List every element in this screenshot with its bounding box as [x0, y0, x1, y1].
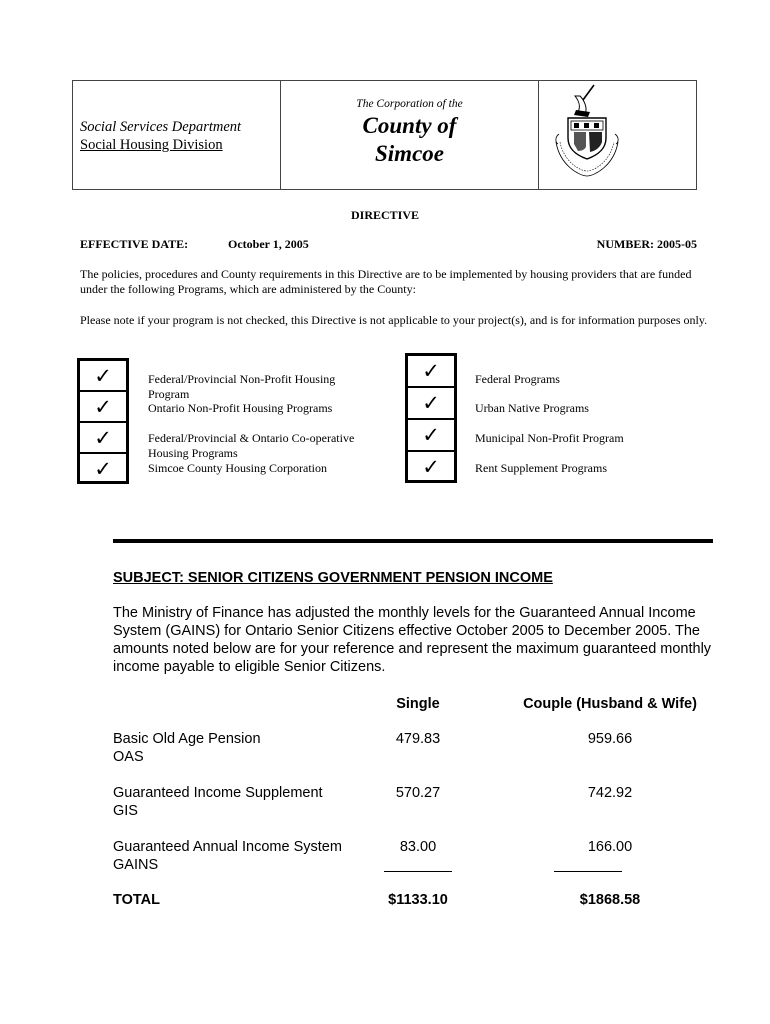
effective-date-value: October 1, 2005 [228, 237, 309, 251]
program-label: Federal Programs [475, 372, 560, 386]
sum-rule-couple [554, 871, 622, 872]
program-label: Simcoe County Housing Corporation [148, 461, 327, 475]
total-couple: $1868.58 [579, 892, 641, 908]
program-label: Federal/Provincial Non-Profit Housing Program [148, 372, 336, 401]
row-label: Guaranteed Income Supplement [113, 785, 323, 801]
department-name: Social Services Department [80, 119, 242, 135]
total-single: $1133.10 [388, 892, 448, 908]
program-checkbox-group-left [77, 358, 129, 484]
county-name [281, 112, 538, 168]
checkbox-rent-supplement[interactable]: ✓ [422, 455, 440, 479]
section-divider [113, 539, 713, 543]
county-seal-icon [550, 82, 626, 182]
value-single: 570.27 [395, 785, 441, 801]
notice-paragraph: Please note if your program is not checked, this Directive is not applicable to your project(s), and is for information purposes only. [80, 313, 708, 327]
sum-rule-single [384, 871, 452, 872]
program-label: Federal/Provincial & Ontario Co-operative Housing Programs [148, 431, 355, 460]
subject-title: SUBJECT: SENIOR CITIZENS GOVERNMENT PENSION INCOME [113, 570, 553, 586]
column-header-single: Single [396, 696, 440, 712]
header-divider [538, 80, 539, 190]
checkbox-federal-provincial-non-profit[interactable]: ✓ [94, 364, 112, 388]
directive-title: DIRECTIVE [350, 208, 419, 222]
program-label: Urban Native Programs [475, 401, 589, 415]
effective-date-label: EFFECTIVE DATE: [80, 237, 189, 251]
county-name-line1: County of [362, 113, 457, 138]
row-sublabel: OAS [113, 749, 144, 765]
row-label: Guaranteed Annual Income System [113, 839, 342, 855]
column-header-couple: Couple (Husband & Wife) [523, 696, 697, 712]
row-sublabel: GAINS [113, 857, 159, 873]
program-checkbox-group-right [405, 353, 457, 483]
program-label: Rent Supplement Programs [475, 461, 607, 475]
checkbox-federal-programs[interactable]: ✓ [422, 359, 440, 383]
checkbox-urban-native[interactable]: ✓ [422, 391, 440, 415]
checkbox-ontario-non-profit[interactable]: ✓ [94, 395, 112, 419]
total-label: TOTAL [113, 892, 160, 908]
value-couple: 742.92 [587, 785, 633, 801]
table-row [113, 730, 261, 766]
program-label: Ontario Non-Profit Housing Programs [148, 401, 333, 415]
directive-number: NUMBER: 2005-05 [596, 237, 697, 251]
program-label: Municipal Non-Profit Program [475, 431, 624, 445]
value-couple: 959.66 [587, 731, 633, 747]
checkbox-municipal-non-profit[interactable]: ✓ [422, 423, 440, 447]
division-name: Social Housing Division [80, 137, 223, 153]
value-single: 83.00 [399, 839, 437, 855]
county-name-line2: Simcoe [375, 141, 444, 166]
value-couple: 166.00 [587, 839, 633, 855]
subject-body: The Ministry of Finance has adjusted the monthly levels for the Guaranteed Annual Income System (GAINS) for Ontario Senior Citizens effective October 2005 to December 2005. The amounts noted below are for your reference and represent the maximum guaranteed monthly income payable to eligible Senior Citizens. [113, 605, 712, 675]
value-single: 479.83 [395, 731, 441, 747]
checkbox-simcoe-county-housing[interactable]: ✓ [94, 457, 112, 481]
table-row [113, 784, 323, 820]
policy-paragraph: The policies, procedures and County requirements in this Directive are to be implemented by housing providers that are funded under the following Programs, which are administered by the County: [80, 267, 692, 296]
row-sublabel: GIS [113, 803, 138, 819]
checkbox-co-operative-housing[interactable]: ✓ [94, 426, 112, 450]
corporation-line: The Corporation of the [356, 98, 463, 110]
table-row [113, 838, 342, 874]
row-label: Basic Old Age Pension [113, 731, 261, 747]
